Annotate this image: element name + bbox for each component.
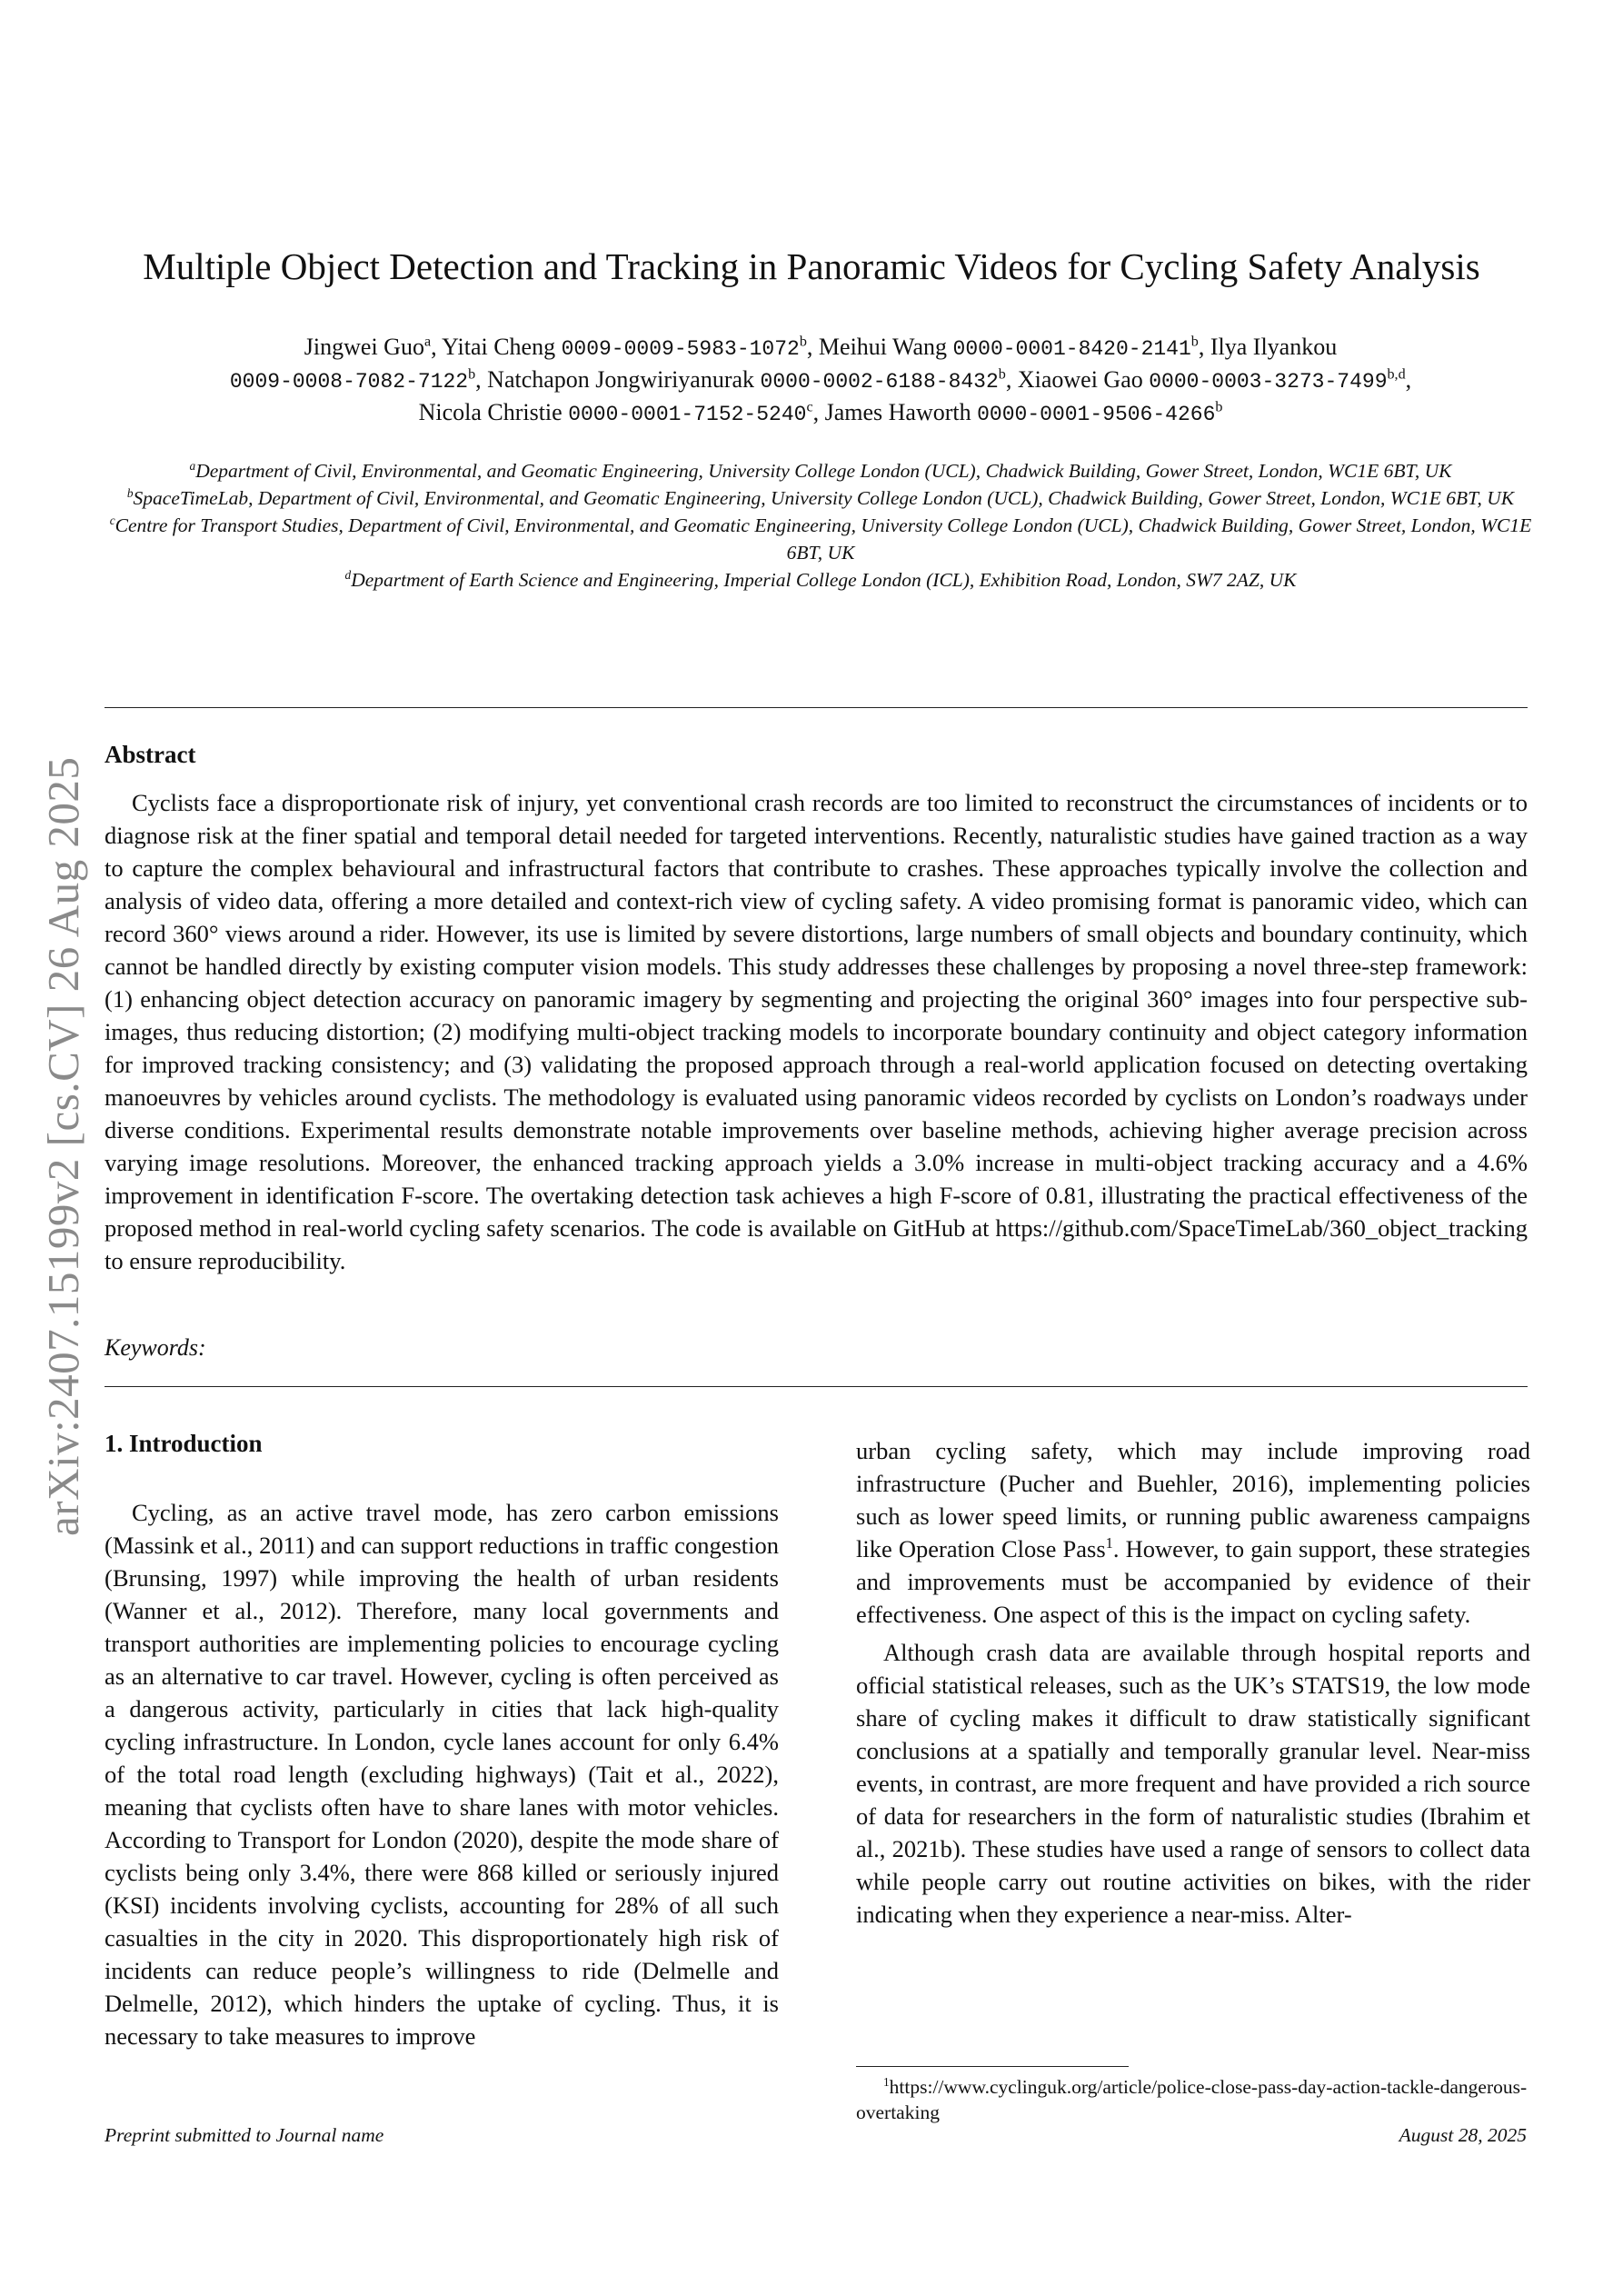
- author-name: Meihui Wang: [818, 334, 948, 360]
- author-name: Jingwei Guo: [304, 334, 424, 360]
- abstract-text: Cyclists face a disproportionate risk of injury, yet conventional crash records are too limited to reconstruct the circumstances of incidents or to diagnose risk at the finer spatial and temporal detail needed for targeted interventions. Recently, naturalistic studies have gained traction as a way to capture the complex behavioural and infrastructural factors that contribute to crashes. These approaches typically involve the collection and analysis of video data, offering a more detailed and context-rich view of cycling safety. A video promising format is panoramic video, which can record 360° views around a rider. However, its use is limited by severe distortions, large numbers of small objects and boundary continuity, which cannot be handled directly by existing computer vision models. This study addresses these challenges by proposing a novel three-step framework: (1) enhancing object detection accuracy on panoramic imagery by segmenting and projecting the original 360° images into four perspective sub-images, thus reducing distortion; (2) modifying multi-object tracking models to incorporate boundary continuity and object category information for improved tracking consistency; and (3) validating the proposed approach through a real-world application focused on detecting overtaking manoeuvres by vehicles around cyclists. The methodology is evaluated using panoramic videos recorded by cyclists on London’s roadways under diverse conditions. Experimental results demonstrate notable improvements over baseline methods, achieving higher average precision across varying image resolutions. Moreover, the enhanced tracking approach yields a 3.0% increase in multi-object tracking accuracy and a 4.6% improvement in identification F-score. The overtaking detection task achieves a high F-score of 0.81, illustrating the practical effectiveness of the proposed method in real-world cycling safety scenarios. The code is available on GitHub at https://github.com/SpaceTimeLab/360_object_tracking to ensure reproducibility.: [105, 789, 1528, 1274]
- author-name: Nicola Christie: [418, 399, 563, 425]
- intro-paragraph-2: urban cycling safety, which may include improving road infrastructure (Pucher and Buehler, 2016), implementing policies such as lower speed limits, or running public awareness campaigns like Operation Close Pass$^1$. However, to gain support, these strategies and improvements must be accompanied by evidence of their effectiveness. One aspect of this is the impact on cycling safety.: [856, 1437, 1530, 1628]
- affiliation-b: $^b$SpaceTimeLab, Department of Civil, Environmental, and Geomatic Engineering, University College London (UCL), Chadwick Building, Gower Street, London, WC1E 6BT, UK: [126, 485, 1515, 509]
- left-column: [105, 1427, 779, 2052]
- affiliation-a: $^a$Department of Civil, Environmental, and Geomatic Engineering, University College London (UCL), Chadwick Building, Gower Street, London, WC1E 6BT, UK: [189, 458, 1452, 482]
- orcid-id: 0009-0008-7082-7122: [229, 370, 469, 394]
- intro-paragraph-3: Although crash data are available through hospital reports and official statistical releases, such as the UK’s STATS19, the low mode share of cycling makes it difficult to draw statistically significant conclusions at a spatially and temporally granular level. Near-miss events, in contrast, are more frequent and have provided a rich source of data for researchers in the form of naturalistic studies (Ibrahim et al., 2021b). These studies have used a range of sensors to collect data while people carry out routine activities on bikes, with the rider indicating when they experience a near-miss. Alter-: [856, 1639, 1530, 1928]
- author-name: James Haworth: [824, 399, 971, 425]
- author-name: Natchapon Jongwiriyanurak: [487, 366, 755, 393]
- keywords-label: Keywords:: [105, 1334, 206, 1361]
- paper-title: Multiple Object Detection and Tracking in Panoramic Videos for Cycling Safety Analysis: [143, 245, 1480, 287]
- arxiv-identifier: arXiv:2407.15199v2 [cs.CV] 26 Aug 2025: [38, 756, 88, 1536]
- orcid-id: 0000-0001-8420-2141: [952, 337, 1191, 361]
- author-list: Jingwei Guo$^a$, Yitai Cheng 0009-0009-5983-1072$^b$, Meihui Wang 0000-0001-8420-2141$^b$, Ilya Ilyankou 0009-0008-7082-7122$^b$, Natchapon Jongwiriyanurak 0000-0002-6188-8432$^b$, Xiaowei Gao 0000-0003-3273-7499$^{b,d}$, Nicola Christie 0000-0001-7152-5240$^c$, James Haworth 0000-0001-9506-4266$^b$: [229, 334, 1412, 426]
- affiliation-c: $^c$Centre for Transport Studies, Department of Civil, Environmental, and Geomatic Engineering, University College London (UCL), Chadwick Building, Gower Street, London, WC1E 6BT, UK: [109, 513, 1532, 564]
- footer-date: August 28, 2025: [1399, 2124, 1527, 2146]
- orcid-id: 0009-0009-5983-1072: [561, 337, 800, 361]
- author-name: Yitai Cheng: [442, 334, 556, 360]
- affiliations: [100, 457, 1541, 594]
- footer-preprint-note: Preprint submitted to Journal name: [105, 2124, 384, 2146]
- footnote-divider: [856, 2066, 1129, 2067]
- orcid-id: 0000-0001-9506-4266: [977, 403, 1216, 426]
- intro-paragraph-1: Cycling, as an active travel mode, has zero carbon emissions (Massink et al., 2011) and can support reductions in traffic congestion (Brunsing, 1997) while improving the health of urban residents (Wanner et al., 2012). Therefore, many local governments and transport authorities are implementing policies to encourage cycling as an alternative to car travel. However, cycling is often perceived as a dangerous activity, particularly in cities that lack high-quality cycling infrastructure. In London, cycle lanes account for only 6.4% of the total road length (excluding highways) (Tait et al., 2022), meaning that cyclists often have to share lanes with motor vehicles. According to Transport for London (2020), despite the mode share of cyclists being only 3.4%, there were 868 killed or seriously injured (KSI) incidents involving cyclists, accounting for 28% of all such casualties in the city in 2020. This disproportionately high risk of incidents can reduce people’s willingness to ride (Delmelle and Delmelle, 2012), which hinders the uptake of cycling. Thus, it is necessary to take measures to improve: [105, 1499, 779, 2050]
- author-name: Ilya Ilyankou: [1210, 334, 1338, 360]
- divider-bottom: [105, 1386, 1528, 1387]
- orcid-id: 0000-0002-6188-8432: [760, 370, 999, 394]
- divider-top: [105, 707, 1528, 708]
- right-column: [856, 1434, 1530, 1931]
- abstract-heading: Abstract: [105, 741, 196, 768]
- footnote: $^1$https://www.cyclinguk.org/article/police-close-pass-day-action-tackle-dangerous-overtaking: [856, 2074, 1528, 2123]
- author-name: Xiaowei Gao: [1017, 366, 1143, 393]
- affiliation-d: $^d$Department of Earth Science and Engineering, Imperial College London (ICL), Exhibition Road, London, SW7 2AZ, UK: [344, 567, 1297, 591]
- footnote-marker: 1: [1105, 1534, 1113, 1552]
- section-heading: 1. Introduction: [105, 1430, 263, 1457]
- orcid-id: 0000-0001-7152-5240: [568, 403, 807, 426]
- orcid-id: 0000-0003-3273-7499: [1149, 370, 1388, 394]
- footnote-link[interactable]: https://www.cyclinguk.org/article/police-close-pass-day-action-tackle-dangerous-overtaking: [856, 2076, 1528, 2123]
